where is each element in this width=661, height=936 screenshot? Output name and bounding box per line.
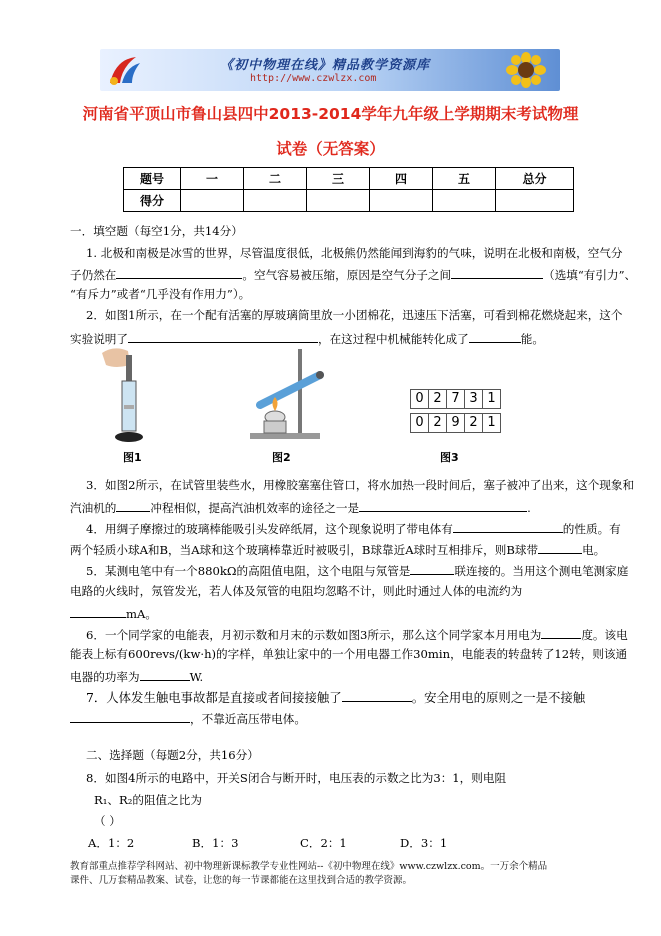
header-cell: 五 [433, 168, 496, 190]
q2-line-b: 实验说明了 ，在这过程中机械能转化成了 能。 [70, 332, 544, 346]
q1-line-b: 子仍然在 。空气容易被压缩，原因是空气分子之间 （选填“有引力”、 [70, 268, 637, 282]
q5-blank-2[interactable] [70, 605, 126, 618]
score-cell[interactable] [370, 190, 433, 212]
q7-blank-1[interactable] [342, 689, 412, 702]
q8-option-d[interactable]: D．3：1 [400, 836, 448, 850]
q8-line-b: R₁、R₂的阻值之比为 [94, 793, 202, 807]
score-table-score-row [124, 190, 574, 212]
score-table-header-row [124, 168, 574, 190]
q3-line-a: 3．如图2所示，在试管里装些水，用橡胶塞塞住管口，将水加热一段时间后，塞子被冲了出来，这个现象和 [86, 478, 635, 492]
page-title: 河南省平顶山市鲁山县四中2013-2014学年九年级上学期期末考试物理 [82, 105, 579, 123]
fig3-caption: 图3 [440, 451, 459, 464]
score-cell[interactable] [181, 190, 244, 212]
q5-blank-1[interactable] [410, 562, 454, 575]
section-choice-heading: 二、选择题（每题2分，共16分） [86, 748, 259, 762]
q6-blank-1[interactable] [541, 626, 581, 639]
row-label-cell: 得分 [124, 190, 181, 212]
score-cell[interactable] [244, 190, 307, 212]
header-cell: 题号 [124, 168, 181, 190]
site-banner [100, 49, 560, 91]
q6-line-b: 能表上标有600revs/(kw·h)的字样，单独让家中的一个用电器工作30min，电能表的转盘转了12转，则该通 [70, 647, 628, 661]
score-table [123, 167, 574, 212]
q2-line-a: 2．如图1所示，在一个配有活塞的厚玻璃筒里放一小团棉花，迅速压下活塞，可看到棉花燃烧起来，这个 [86, 308, 623, 322]
q8-line-a: 8．如图4所示的电路中，开关S闭合与断开时，电压表的示数之比为3：1，则电阻 [86, 771, 507, 785]
q4-line-a: 4．用绸子摩擦过的玻璃棒能吸引头发碎纸屑，这个现象说明了带电体有 的性质。有 [86, 522, 621, 536]
q4-blank-1[interactable] [453, 520, 563, 533]
q3-blank-1[interactable] [116, 499, 150, 512]
q8-option-b[interactable]: B．1：3 [192, 836, 239, 850]
q6-line-c: 电器的功率为 W. [70, 670, 204, 684]
q3-line-b: 汽油机的 冲程相似，提高汽油机效率的途径之一是 . [70, 501, 531, 515]
q1-line-c: “有斥力”或者“几乎没有作用力”）。 [70, 287, 251, 301]
q1-blank-2[interactable] [451, 266, 543, 279]
q6-line-a: 6．一个同学家的电能表，月初示数和月末的示数如图3所示，那么这个同学家本月用电为 度。该电 [86, 628, 628, 642]
footer-line-2: 课件、几万套精品教案、试卷，让您的每一节课都能在这里找到合适的教学资源。 [70, 875, 413, 886]
banner-title: 《初中物理在线》精品教学资源库 [220, 58, 431, 73]
q7-blank-2[interactable] [70, 710, 190, 723]
fig3-meter-start: 0 2 7 3 1 [410, 389, 501, 409]
section-fill-heading: 一．填空题（每空1分，共14分） [70, 224, 243, 238]
q5-line-c: mA。 [70, 605, 157, 621]
score-cell[interactable] [307, 190, 370, 212]
footer-line-1: 教育部重点推荐学科网站、初中物理新课标教学专业性网站--《初中物理在线》www.czwlzx.com。一万余个精品 [70, 861, 548, 872]
fig3-meter-end: 0 2 9 2 1 [410, 413, 501, 433]
q7-line-a: 7．人体发生触电事故都是直接或者间接接触了 。安全用电的原则之一是不接触 [86, 690, 586, 705]
q5-line-b: 电路的火线时，氖管发光，若人体及氖管的电阻均忽略不计，则此时通过人体的电流约为 [70, 584, 523, 598]
q4-line-b: 两个轻质小球A和B，当A球和这个玻璃棒靠近时被吸引，B球靠近A球时互相排斥，则B球带 电。 [70, 543, 606, 557]
page-subtitle: 试卷（无答案） [276, 140, 385, 158]
score-cell[interactable] [433, 190, 496, 212]
header-cell: 一 [181, 168, 244, 190]
fig1-caption: 图1 [123, 451, 142, 464]
q4-blank-2[interactable] [538, 541, 582, 554]
score-cell[interactable] [496, 190, 574, 212]
header-cell: 总分 [496, 168, 574, 190]
q3-blank-2[interactable] [359, 499, 527, 512]
site-logo-icon [106, 53, 144, 87]
q6-blank-2[interactable] [140, 668, 190, 681]
q5-line-a: 5．某测电笔中有一个880kΩ的高阻值电阻，这个电阻与氖管是 联连接的。当用这个测电笔测家庭 [86, 564, 629, 578]
fig1-piston-cylinder [100, 345, 160, 445]
q8-option-a[interactable]: A．1：2 [88, 836, 135, 850]
header-cell: 四 [370, 168, 433, 190]
q1-blank-1[interactable] [116, 266, 242, 279]
q2-blank-1[interactable] [128, 330, 318, 343]
fig2-test-tube-heating [240, 345, 330, 445]
q1-line-a: 1. 北极和南极是冰雪的世界，尽管温度很低，北极熊仍然能闻到海豹的气味，说明在北极和南极，空气分 [86, 246, 623, 260]
q2-blank-2[interactable] [469, 330, 521, 343]
q8-option-c[interactable]: C．2：1 [300, 836, 347, 850]
q7-line-b: ，不靠近高压带电体。 [70, 710, 306, 726]
fig2-caption: 图2 [272, 451, 291, 464]
header-cell: 二 [244, 168, 307, 190]
q8-answer-bracket[interactable]: （ ） [94, 814, 121, 828]
header-cell: 三 [307, 168, 370, 190]
sunflower-icon [502, 52, 550, 88]
banner-url: http://www.czwlzx.com [250, 73, 377, 84]
